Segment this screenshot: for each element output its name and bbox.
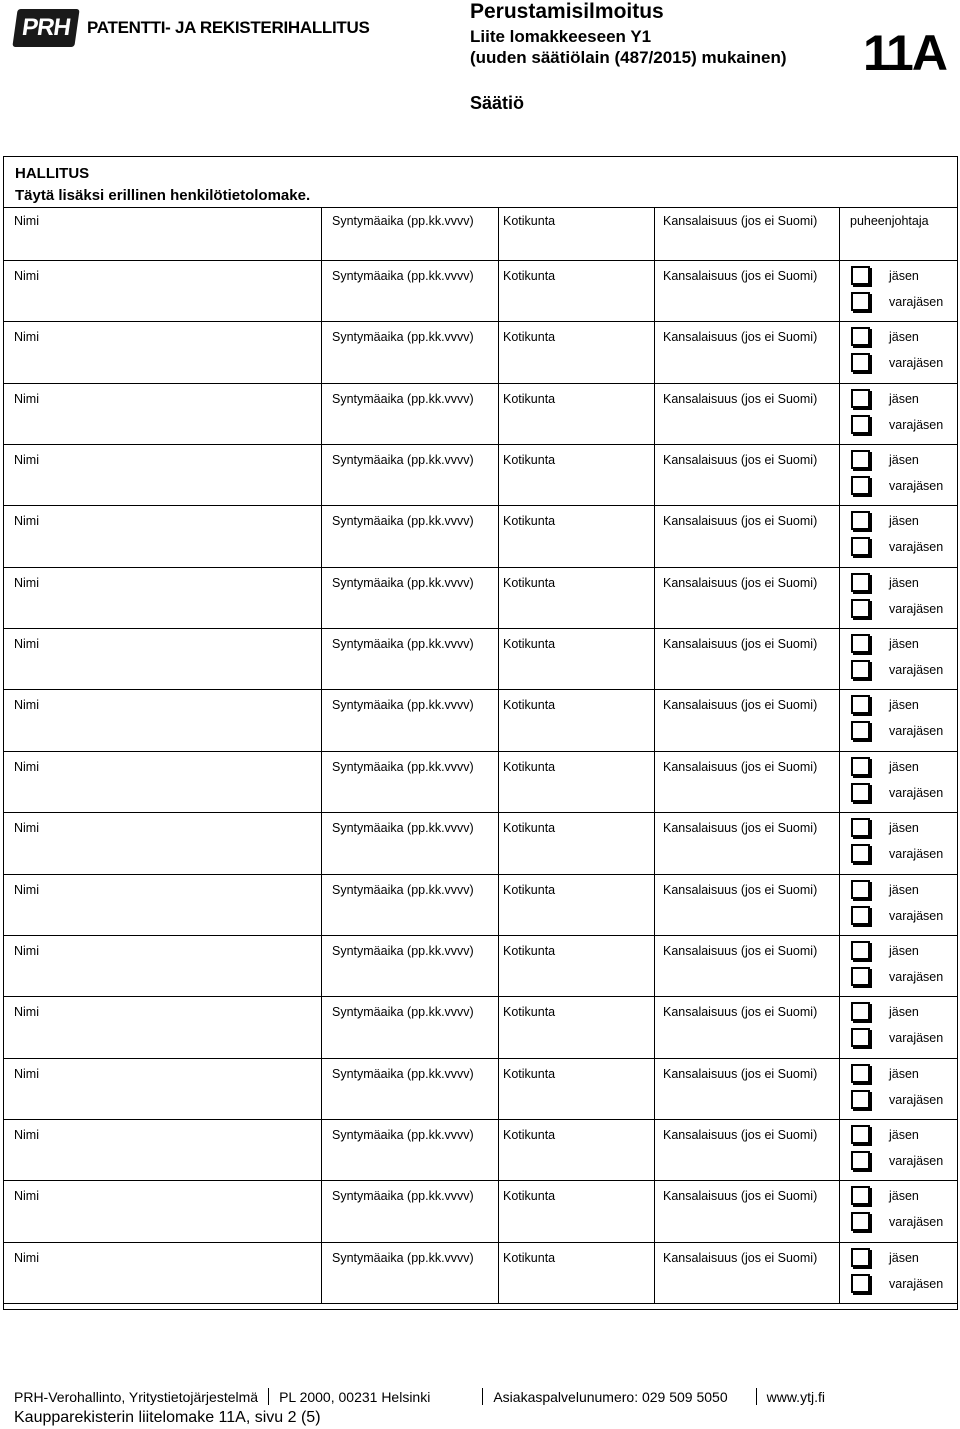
deputy-member-checkbox[interactable]: [851, 721, 870, 740]
deputy-member-label: varajäsen: [889, 1277, 944, 1291]
name-label: Nimi: [14, 514, 39, 528]
home-municipality-label: Kotikunta: [503, 760, 556, 774]
row-divider: [4, 1119, 957, 1120]
member-label: jäsen: [889, 637, 919, 651]
member-label: jäsen: [889, 1189, 919, 1203]
citizenship-label: Kansalaisuus (jos ei Suomi): [663, 1067, 818, 1081]
row-divider: [4, 505, 957, 506]
home-municipality-label: Kotikunta: [503, 821, 556, 835]
deputy-member-label: varajäsen: [889, 356, 944, 370]
name-label: Nimi: [14, 944, 39, 958]
home-municipality-label: Kotikunta: [503, 1005, 556, 1019]
row-divider: [4, 1180, 957, 1181]
deputy-member-label: varajäsen: [889, 724, 944, 738]
home-municipality-label: Kotikunta: [503, 637, 556, 651]
member-checkbox[interactable]: [851, 511, 870, 530]
deputy-member-checkbox[interactable]: [851, 1028, 870, 1047]
name-label: Nimi: [14, 576, 39, 590]
name-label: Nimi: [14, 392, 39, 406]
row-divider: [4, 751, 957, 752]
row-divider: [4, 207, 957, 208]
member-checkbox[interactable]: [851, 634, 870, 653]
birth-date-label: Syntymäaika (pp.kk.vvvv): [332, 883, 474, 897]
name-label: Nimi: [14, 269, 39, 283]
deputy-member-checkbox[interactable]: [851, 1151, 870, 1170]
home-municipality-label: Kotikunta: [503, 330, 556, 344]
deputy-member-label: varajäsen: [889, 909, 944, 923]
member-label: jäsen: [889, 330, 919, 344]
deputy-member-checkbox[interactable]: [851, 476, 870, 495]
row-divider: [4, 260, 957, 261]
deputy-member-label: varajäsen: [889, 663, 944, 677]
birth-date-label: Syntymäaika (pp.kk.vvvv): [332, 944, 474, 958]
member-checkbox[interactable]: [851, 450, 870, 469]
member-checkbox[interactable]: [851, 880, 870, 899]
section-title: HALLITUS: [15, 165, 90, 182]
name-label: Nimi: [14, 330, 39, 344]
member-checkbox[interactable]: [851, 757, 870, 776]
row-divider: [4, 444, 957, 445]
name-label: Nimi: [14, 760, 39, 774]
member-label: jäsen: [889, 576, 919, 590]
deputy-member-checkbox[interactable]: [851, 292, 870, 311]
member-label: jäsen: [889, 453, 919, 467]
name-label: Nimi: [14, 1189, 39, 1203]
deputy-member-label: varajäsen: [889, 1154, 944, 1168]
footer-contact: [14, 1388, 825, 1405]
deputy-member-label: varajäsen: [889, 1215, 944, 1229]
row-divider: [4, 1303, 957, 1304]
member-label: jäsen: [889, 698, 919, 712]
name-label: Nimi: [14, 214, 39, 228]
deputy-member-label: varajäsen: [889, 479, 944, 493]
name-label: Nimi: [14, 637, 39, 651]
footer-website[interactable]: www.ytj.fi: [766, 1388, 825, 1405]
prh-logo: [15, 6, 370, 50]
name-label: Nimi: [14, 1067, 39, 1081]
citizenship-label: Kansalaisuus (jos ei Suomi): [663, 392, 818, 406]
member-label: jäsen: [889, 514, 919, 528]
deputy-member-checkbox[interactable]: [851, 353, 870, 372]
citizenship-label: Kansalaisuus (jos ei Suomi): [663, 1005, 818, 1019]
member-checkbox[interactable]: [851, 1064, 870, 1083]
member-checkbox[interactable]: [851, 818, 870, 837]
member-checkbox[interactable]: [851, 1248, 870, 1267]
footer-agency: PRH-Verohallinto, Yritystietojärjestelmä: [14, 1388, 259, 1405]
member-label: jäsen: [889, 392, 919, 406]
member-label: jäsen: [889, 269, 919, 283]
member-label: jäsen: [889, 1251, 919, 1265]
member-label: jäsen: [889, 883, 919, 897]
birth-date-label: Syntymäaika (pp.kk.vvvv): [332, 1005, 474, 1019]
form-subtitle-1: Liite lomakkeeseen Y1: [470, 27, 652, 46]
deputy-member-checkbox[interactable]: [851, 537, 870, 556]
birth-date-label: Syntymäaika (pp.kk.vvvv): [332, 1128, 474, 1142]
deputy-member-checkbox[interactable]: [851, 599, 870, 618]
home-municipality-label: Kotikunta: [503, 214, 556, 228]
citizenship-label: Kansalaisuus (jos ei Suomi): [663, 1251, 818, 1265]
citizenship-label: Kansalaisuus (jos ei Suomi): [663, 514, 818, 528]
member-label: jäsen: [889, 1005, 919, 1019]
member-label: jäsen: [889, 1067, 919, 1081]
birth-date-label: Syntymäaika (pp.kk.vvvv): [332, 760, 474, 774]
chair-label: puheenjohtaja: [850, 214, 929, 228]
citizenship-label: Kansalaisuus (jos ei Suomi): [663, 883, 818, 897]
member-label: jäsen: [889, 1128, 919, 1142]
column-divider: [839, 207, 840, 1303]
row-divider: [4, 874, 957, 875]
member-checkbox[interactable]: [851, 266, 870, 285]
birth-date-label: Syntymäaika (pp.kk.vvvv): [332, 392, 474, 406]
deputy-member-label: varajäsen: [889, 847, 944, 861]
column-divider: [498, 207, 499, 1303]
member-checkbox[interactable]: [851, 327, 870, 346]
footer-separator: [756, 1388, 757, 1405]
name-label: Nimi: [14, 883, 39, 897]
birth-date-label: Syntymäaika (pp.kk.vvvv): [332, 698, 474, 712]
member-checkbox[interactable]: [851, 389, 870, 408]
deputy-member-label: varajäsen: [889, 970, 944, 984]
name-label: Nimi: [14, 1251, 39, 1265]
deputy-member-checkbox[interactable]: [851, 1274, 870, 1293]
board-members-form: [3, 156, 958, 1310]
logo-mark: PRH: [12, 9, 79, 47]
home-municipality-label: Kotikunta: [503, 576, 556, 590]
column-divider: [321, 207, 322, 1303]
deputy-member-checkbox[interactable]: [851, 783, 870, 802]
name-label: Nimi: [14, 698, 39, 712]
deputy-member-label: varajäsen: [889, 418, 944, 432]
citizenship-label: Kansalaisuus (jos ei Suomi): [663, 821, 818, 835]
deputy-member-checkbox[interactable]: [851, 906, 870, 925]
birth-date-label: Syntymäaika (pp.kk.vvvv): [332, 269, 474, 283]
birth-date-label: Syntymäaika (pp.kk.vvvv): [332, 1067, 474, 1081]
name-label: Nimi: [14, 821, 39, 835]
row-divider: [4, 628, 957, 629]
citizenship-label: Kansalaisuus (jos ei Suomi): [663, 1128, 818, 1142]
footer-page-label: Kaupparekisterin liitelomake 11A, sivu 2 (5): [14, 1409, 321, 1426]
row-divider: [4, 567, 957, 568]
member-label: jäsen: [889, 821, 919, 835]
deputy-member-checkbox[interactable]: [851, 660, 870, 679]
home-municipality-label: Kotikunta: [503, 392, 556, 406]
footer-address: PL 2000, 00231 Helsinki: [279, 1388, 431, 1405]
citizenship-label: Kansalaisuus (jos ei Suomi): [663, 453, 818, 467]
deputy-member-checkbox[interactable]: [851, 967, 870, 986]
member-checkbox[interactable]: [851, 941, 870, 960]
deputy-member-checkbox[interactable]: [851, 415, 870, 434]
home-municipality-label: Kotikunta: [503, 883, 556, 897]
name-label: Nimi: [14, 453, 39, 467]
member-checkbox[interactable]: [851, 1125, 870, 1144]
row-divider: [4, 996, 957, 997]
row-divider: [4, 1242, 957, 1243]
birth-date-label: Syntymäaika (pp.kk.vvvv): [332, 214, 474, 228]
home-municipality-label: Kotikunta: [503, 269, 556, 283]
birth-date-label: Syntymäaika (pp.kk.vvvv): [332, 453, 474, 467]
deputy-member-checkbox[interactable]: [851, 844, 870, 863]
birth-date-label: Syntymäaika (pp.kk.vvvv): [332, 576, 474, 590]
citizenship-label: Kansalaisuus (jos ei Suomi): [663, 214, 818, 228]
home-municipality-label: Kotikunta: [503, 1128, 556, 1142]
name-label: Nimi: [14, 1005, 39, 1019]
birth-date-label: Syntymäaika (pp.kk.vvvv): [332, 1251, 474, 1265]
logo-text: PATENTTI- JA REKISTERIHALLITUS: [87, 18, 370, 37]
citizenship-label: Kansalaisuus (jos ei Suomi): [663, 269, 818, 283]
citizenship-label: Kansalaisuus (jos ei Suomi): [663, 944, 818, 958]
member-checkbox[interactable]: [851, 695, 870, 714]
section-note: Täytä lisäksi erillinen henkilötietolomake.: [15, 187, 311, 204]
row-divider: [4, 812, 957, 813]
home-municipality-label: Kotikunta: [503, 1251, 556, 1265]
citizenship-label: Kansalaisuus (jos ei Suomi): [663, 637, 818, 651]
home-municipality-label: Kotikunta: [503, 1189, 556, 1203]
deputy-member-checkbox[interactable]: [851, 1212, 870, 1231]
home-municipality-label: Kotikunta: [503, 698, 556, 712]
footer-phone: Asiakaspalvelunumero: 029 509 5050: [493, 1388, 728, 1405]
deputy-member-label: varajäsen: [889, 786, 944, 800]
member-checkbox[interactable]: [851, 573, 870, 592]
citizenship-label: Kansalaisuus (jos ei Suomi): [663, 330, 818, 344]
member-checkbox[interactable]: [851, 1002, 870, 1021]
citizenship-label: Kansalaisuus (jos ei Suomi): [663, 1189, 818, 1203]
deputy-member-label: varajäsen: [889, 1031, 944, 1045]
organization-type: Säätiö: [470, 93, 525, 113]
row-divider: [4, 689, 957, 690]
footer-separator: [482, 1388, 483, 1405]
birth-date-label: Syntymäaika (pp.kk.vvvv): [332, 821, 474, 835]
footer-separator: [268, 1388, 269, 1405]
home-municipality-label: Kotikunta: [503, 514, 556, 528]
column-divider: [654, 207, 655, 1303]
citizenship-label: Kansalaisuus (jos ei Suomi): [663, 576, 818, 590]
birth-date-label: Syntymäaika (pp.kk.vvvv): [332, 330, 474, 344]
birth-date-label: Syntymäaika (pp.kk.vvvv): [332, 1189, 474, 1203]
member-label: jäsen: [889, 944, 919, 958]
deputy-member-label: varajäsen: [889, 1093, 944, 1107]
name-label: Nimi: [14, 1128, 39, 1142]
birth-date-label: Syntymäaika (pp.kk.vvvv): [332, 514, 474, 528]
deputy-member-label: varajäsen: [889, 295, 944, 309]
citizenship-label: Kansalaisuus (jos ei Suomi): [663, 760, 818, 774]
form-subtitle-2: (uuden säätiölain (487/2015) mukainen): [470, 48, 787, 67]
deputy-member-checkbox[interactable]: [851, 1090, 870, 1109]
form-title: Perustamisilmoitus: [470, 0, 664, 23]
home-municipality-label: Kotikunta: [503, 944, 556, 958]
deputy-member-label: varajäsen: [889, 602, 944, 616]
row-divider: [4, 1058, 957, 1059]
home-municipality-label: Kotikunta: [503, 1067, 556, 1081]
row-divider: [4, 321, 957, 322]
home-municipality-label: Kotikunta: [503, 453, 556, 467]
birth-date-label: Syntymäaika (pp.kk.vvvv): [332, 637, 474, 651]
row-divider: [4, 383, 957, 384]
row-divider: [4, 935, 957, 936]
member-label: jäsen: [889, 760, 919, 774]
citizenship-label: Kansalaisuus (jos ei Suomi): [663, 698, 818, 712]
form-code: 11A: [863, 25, 946, 81]
member-checkbox[interactable]: [851, 1186, 870, 1205]
deputy-member-label: varajäsen: [889, 540, 944, 554]
